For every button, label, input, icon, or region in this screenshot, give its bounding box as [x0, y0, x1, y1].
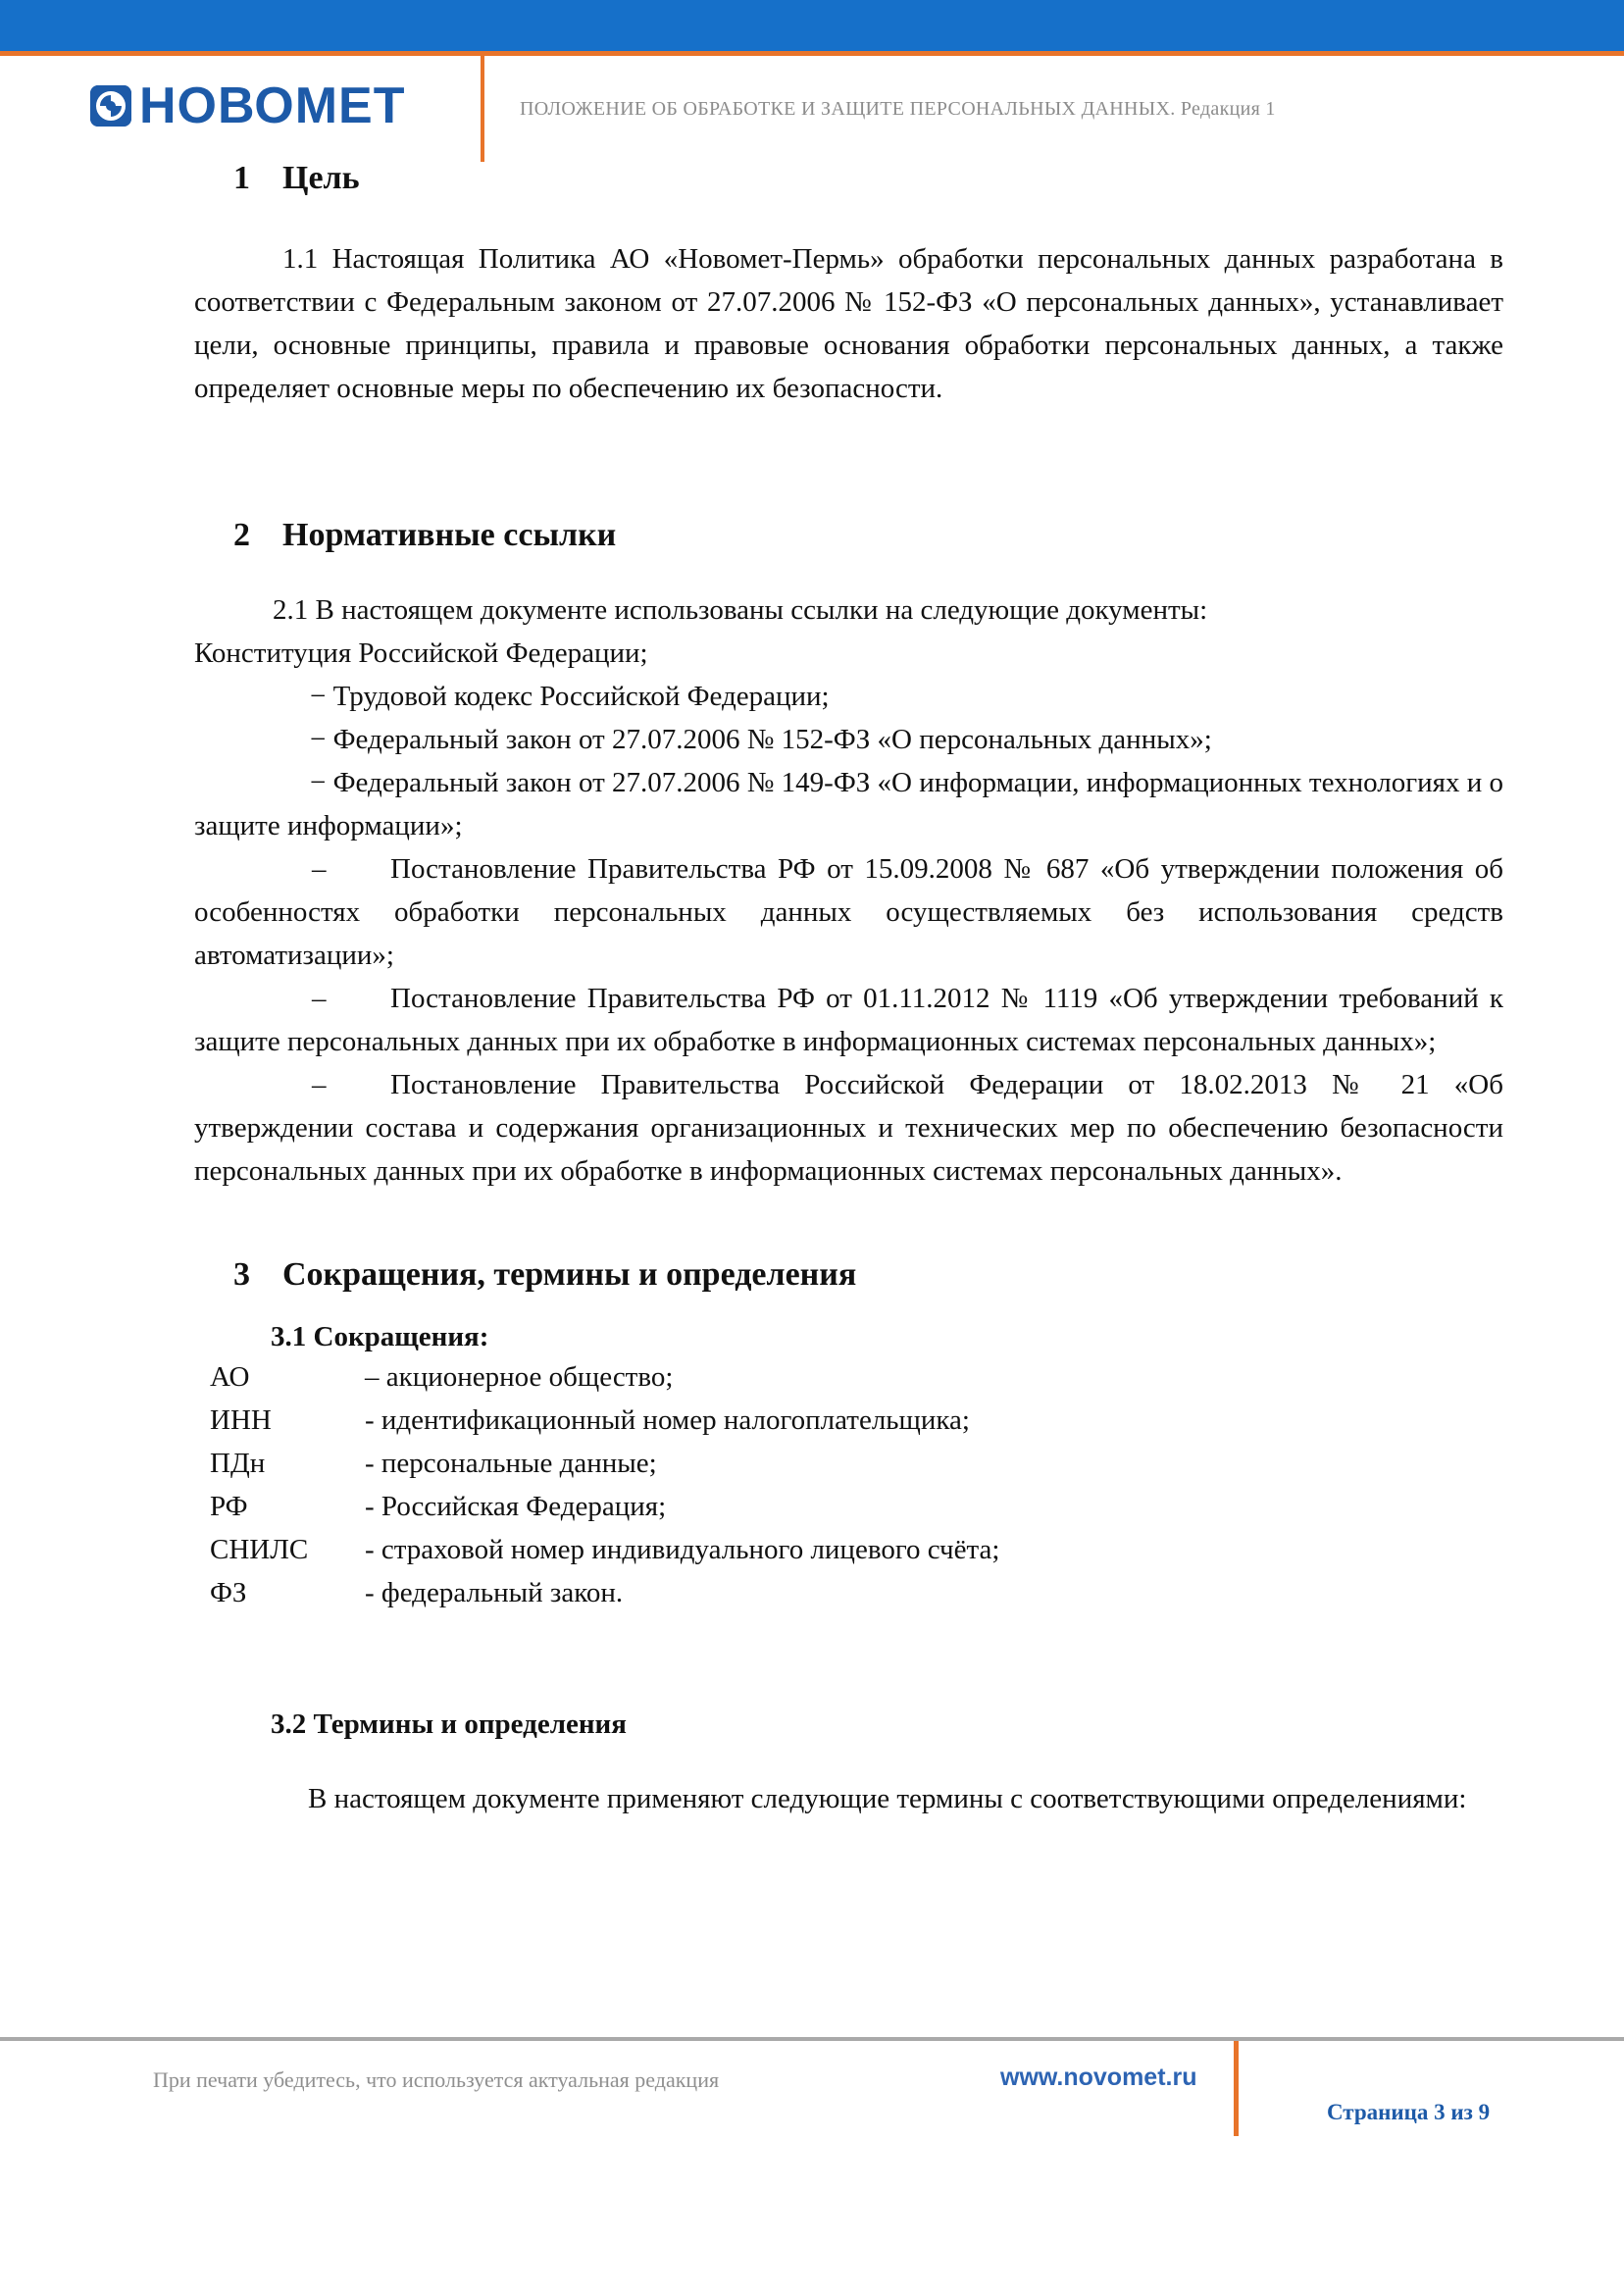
reference-text: Постановление Правительства Российской Федерации от 18.02.2013 № 21 «Об утверждении состава и содержания организационных и технических мер по обеспечению безопасности персональных данных при их обработке в информационных системах персональных данных».: [194, 1069, 1503, 1187]
website-link[interactable]: www.novomet.ru: [1000, 2064, 1197, 2091]
section-1-heading: [194, 157, 1503, 200]
paragraph-1-1: 1.1 Настоящая Политика АО «Новомет-Пермь» обработки персональных данных разработана в соответствии с Федеральным законом от 27.07.2006 № 152-ФЗ «О персональных данных», устанавливает цели, основные принципы, правила и правовые основания обработки персональных данных, а также определяет основные меры по обеспечению их безопасности.: [194, 243, 1503, 404]
abbr-cell: РФ: [210, 1491, 248, 1522]
section-2-heading: [194, 514, 1503, 557]
doc-title: ПОЛОЖЕНИЕ ОБ ОБРАБОТКЕ И ЗАЩИТЕ ПЕРСОНАЛЬНЫХ ДАННЫХ.: [520, 98, 1176, 120]
table-row: [210, 1355, 999, 1399]
section-title: Сокращения, термины и определения: [282, 1256, 857, 1293]
section-title: Нормативные ссылки: [282, 517, 617, 553]
print-note: При печати убедитесь, что используется актуальная редакция: [153, 2067, 720, 2092]
header-divider: [481, 56, 484, 162]
abbr-cell: ПДн: [210, 1448, 266, 1479]
section-number: 1: [233, 160, 250, 196]
list-dash: –: [312, 1069, 327, 1100]
definition-cell: - персональные данные;: [365, 1448, 657, 1479]
reference-item: Конституция Российской Федерации;: [194, 637, 648, 669]
reference-item: [194, 847, 1503, 977]
doc-revision: Редакция 1: [1180, 98, 1276, 120]
reference-item: − Трудовой кодекс Российской Федерации;: [310, 681, 830, 712]
abbr-cell: ФЗ: [210, 1577, 247, 1608]
subsection-3-1-heading: 3.1 Сокращения:: [271, 1321, 489, 1352]
list-dash: –: [312, 983, 327, 1014]
definition-cell: - федеральный закон.: [365, 1577, 624, 1608]
company-logo: [90, 77, 406, 134]
definition-cell: - Российская Федерация;: [365, 1491, 667, 1522]
abbr-cell: ИНН: [210, 1404, 272, 1436]
section-number: 2: [233, 517, 250, 553]
document-body: [194, 157, 1503, 1820]
reference-item: [194, 1063, 1503, 1193]
paragraph-3-2: В настоящем документе применяют следующие термины с соответствующими определениями:: [308, 1783, 1467, 1814]
definition-cell: - идентификационный номер налогоплательщика;: [365, 1404, 970, 1436]
table-row: [210, 1485, 999, 1528]
section-3-heading: [194, 1253, 1503, 1297]
reference-text: Постановление Правительства РФ от 01.11.2012 № 1119 «Об утверждении требований к защите персональных данных при их обработке в информационных системах персональных данных»;: [194, 983, 1503, 1057]
logo-text: НОВОМЕТ: [139, 77, 406, 134]
abbr-cell: СНИЛС: [210, 1534, 309, 1565]
reference-item: − Федеральный закон от 27.07.2006 № 149-ФЗ «О информации, информационных технологиях и о защите информации»;: [194, 767, 1503, 841]
list-dash: –: [312, 853, 327, 885]
subsection-3-2-heading: 3.2 Термины и определения: [271, 1708, 627, 1740]
footer-accent-divider: [1234, 2041, 1239, 2136]
definition-cell: - страховой номер индивидуального лицевого счёта;: [365, 1534, 1000, 1565]
reference-item: − Федеральный закон от 27.07.2006 № 152-ФЗ «О персональных данных»;: [310, 724, 1212, 755]
section-title: Цель: [282, 160, 360, 196]
header-accent-line: [0, 51, 1624, 56]
definition-cell: – акционерное общество;: [365, 1361, 674, 1393]
logo-swirl-icon: [90, 85, 131, 127]
abbreviations-table: [210, 1355, 999, 1614]
header-top-bar: [0, 0, 1624, 51]
abbr-cell: АО: [210, 1361, 250, 1393]
table-row: [210, 1399, 999, 1442]
page-number: Страница 3 из 9: [1327, 2100, 1491, 2124]
footer-divider: [0, 2037, 1624, 2041]
table-row: [210, 1571, 999, 1614]
paragraph-2-1: 2.1 В настоящем документе использованы ссылки на следующие документы:: [273, 594, 1208, 626]
section-number: 3: [233, 1256, 250, 1293]
reference-item: [194, 977, 1503, 1063]
table-row: [210, 1528, 999, 1571]
table-row: [210, 1442, 999, 1485]
reference-text: Постановление Правительства РФ от 15.09.2008 № 687 «Об утверждении положения об особенностях обработки персональных данных осуществляемых без использования средств автоматизации»;: [194, 853, 1503, 971]
document-header-title: [520, 98, 1276, 121]
